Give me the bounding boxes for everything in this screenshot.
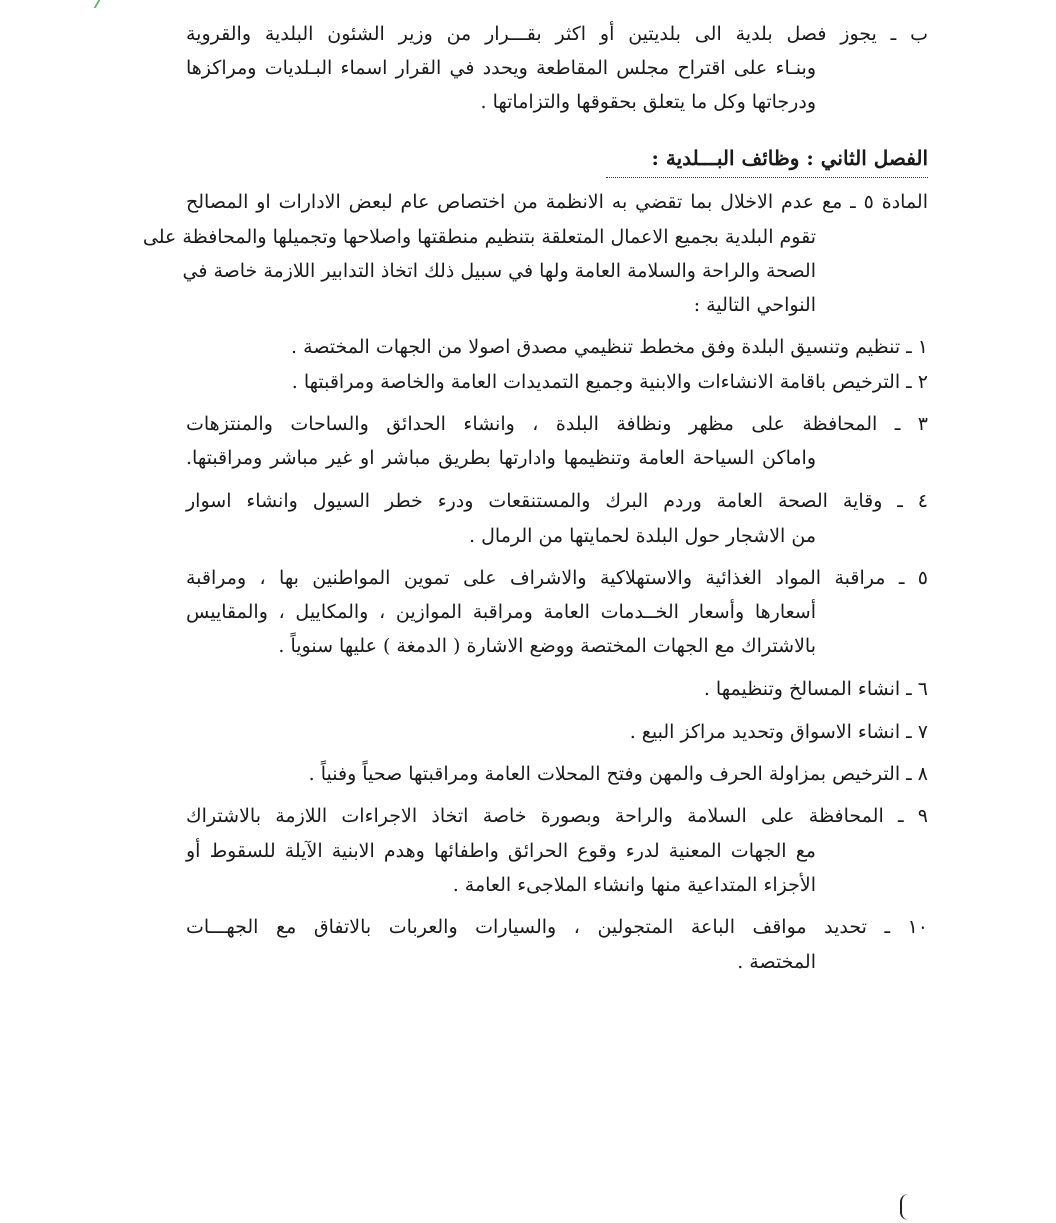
heading-underline: [606, 177, 928, 178]
list-item-line: ٥ ـ مراقبة المواد الغذائية والاستهلاكية والاشراف على تموين المواطنين بها ، ومراقبة: [186, 567, 928, 589]
article-line: المادة ٥ ـ مع عدم الاخلال بما تقضي به الانظمة من اختصاص عام لبعض الادارات او المصالح: [186, 191, 929, 213]
list-item-line: ٤ ـ وقاية الصحة العامة وردم البرك والمستنقعات ودرء خطر السيول وانشاء اسوار: [186, 490, 928, 512]
list-item-line: بالاشتراك مع الجهات المختصة ووضع الاشارة ( الدمغة ) عليها سنوياً .: [278, 635, 816, 657]
list-item-line: الأجزاء المتداعية منها وانشاء الملاجىء العامة .: [452, 874, 816, 896]
chapter-heading: الفصل الثاني : وظائف البـــلدية :: [651, 146, 928, 170]
list-item-line: ٣ ـ المحافظة على مظهر ونظافة البلدة ، وانشاء الحدائق والساحات والمنتزهات: [186, 413, 928, 435]
list-item-line: ١ ـ تنظيم وتنسيق البلدة وفق مخطط تنظيمي مصدق اصولا من الجهات المختصة .: [291, 336, 928, 358]
list-item-line: ٦ ـ انشاء المسالخ وتنظيمها .: [703, 678, 928, 700]
list-item-line: مع الجهات المعنية لدرء وقوع الحرائق واطفائها وهدم الابنية الآيلة للسقوط أو: [186, 840, 816, 862]
article-line: تقوم البلدية بجميع الاعمال المتعلقة بتنظيم منطقتها واصلاحها وتجميلها والمحافظة على: [142, 226, 816, 248]
intro-line: ب ـ يجوز فصل بلدية الى بلديتين أو اكثر بقـــرار من وزير الشئون البلدية والقروية: [186, 23, 928, 45]
list-item-line: ٨ ـ الترخيص بمزاولة الحرف والمهن وفتح المحلات العامة ومراقبتها صحياً وفنياً .: [308, 763, 928, 785]
intro-line: وبنـاء على اقتراح مجلس المقاطعة ويحدد في القرار اسماء البـلديات ومراكزها: [186, 57, 817, 79]
list-item-line: المختصة .: [737, 951, 816, 973]
list-item-line: ١٠ ـ تحديد مواقف الباعة المتجولين ، والسيارات والعربات بالاتفاق مع الجهـــات: [186, 916, 928, 938]
list-item-line: واماكن السياحة العامة وتنظيمها وادارتها بطريق مباشر او غير مباشر ومراقبتها.: [186, 447, 816, 469]
article-line: النواحي التالية :: [693, 294, 816, 316]
list-item-line: ٩ ـ المحافظة على السلامة والراحة وبصورة خاصة اتخاذ الاجراءات اللازمة بالاشتراك: [186, 805, 928, 827]
corner-mark: [94, 0, 115, 8]
list-item-line: من الاشجار حول البلدة لحمايتها من الرمال .: [469, 525, 816, 547]
list-item-line: ٧ ـ انشاء الاسواق وتحديد مراكز البيع .: [629, 721, 928, 743]
intro-line: ودرجاتها وكل ما يتعلق بحقوقها والتزاماتها .: [480, 91, 816, 113]
page-edge-mark: [900, 1194, 912, 1220]
article-line: الصحة والراحة والسلامة العامة ولها في سبيل ذلك اتخاذ التدابير اللازمة خاصة في: [182, 260, 816, 282]
list-item-line: أسعارها وأسعار الخــدمات العامة ومراقبة الموازين ، والمكاييل ، والمقاييس: [186, 601, 816, 623]
list-item-line: ٢ ـ الترخيص باقامة الانشاءات والابنية وجميع التمديدات العامة والخاصة ومراقبتها .: [291, 371, 928, 393]
